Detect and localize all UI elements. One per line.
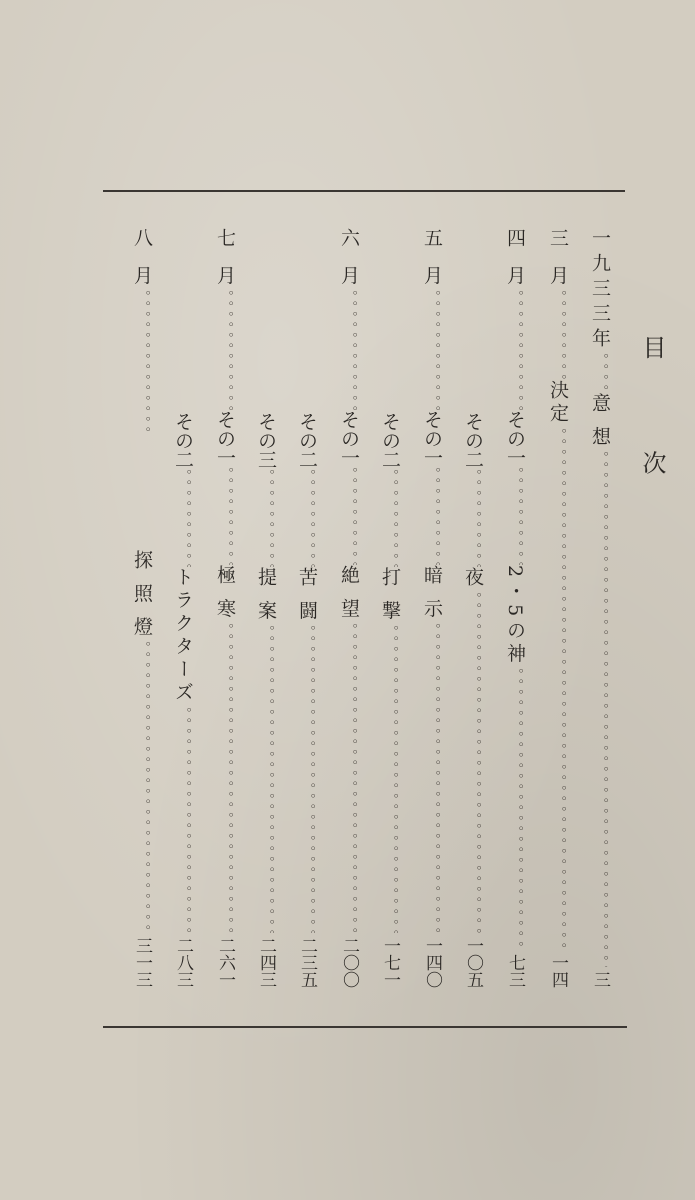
toc-page-number: 二八三 [173,937,193,988]
toc-month-label: 八 月 [131,228,153,291]
toc-leader-dots [375,469,405,567]
toc-part-label: その一 [421,410,443,468]
toc-leader-dots [500,290,530,410]
toc-chapter-title: トラクターズ [172,567,194,705]
toc-chapter-title: 決定 [547,380,569,427]
toc-leader-dots [417,290,447,410]
toc-entry [500,228,530,988]
toc-entry [210,228,240,988]
toc-entry [168,228,198,988]
page-title: 目 次 [638,335,666,517]
toc-part-label: その一 [214,410,236,468]
toc-month-label: 四 月 [504,228,526,291]
bottom-rule [103,1026,627,1028]
toc-page-number: 一四〇 [422,937,442,988]
toc-leader-dots [127,639,157,933]
toc-leader-dots [585,353,615,393]
toc-leader-dots [292,623,322,933]
toc-leader-dots [417,621,447,933]
toc-leader-dots [292,469,322,567]
toc-leader-dots [210,621,240,933]
toc-chapter-title: 探 照 燈 [131,550,153,640]
toc-leader-dots [500,467,530,565]
toc-month-label: 七 月 [214,228,236,291]
toc-part-label: その一 [338,410,360,468]
toc-leader-dots [500,666,530,950]
toc-chapter-title: 苦 闘 [296,567,318,624]
toc-part-label: その二 [296,412,318,469]
toc-leader-dots [334,621,364,933]
toc-page-number: 一四 [548,954,568,988]
toc-leader-dots [210,290,240,410]
toc-part-label: その二 [379,412,401,469]
toc-leader-dots [251,623,281,933]
toc-leader-dots [543,290,573,380]
toc-leader-dots [251,469,281,567]
toc-entry [251,228,281,988]
toc-month-label: 五 月 [421,228,443,291]
toc-chapter-title: 提 案 [255,567,277,624]
toc-page-number: 二六一 [215,937,235,988]
toc-entry [127,228,157,988]
toc-page-number: 一〇五 [463,937,483,988]
toc-month-label: 三 月 [547,228,569,291]
toc-page-number: 三一三 [132,937,152,988]
toc-leader-dots [334,290,364,410]
toc-month-label: 一九三三年 [589,228,611,353]
toc-leader-dots [168,469,198,567]
toc-entry [334,228,364,988]
toc-leader-dots [168,705,198,933]
toc-chapter-title: 2・5の神 [504,565,526,667]
toc-entry [417,228,447,988]
toc-leader-dots [458,590,488,933]
toc-leader-dots [417,467,447,565]
toc-entry [585,228,615,988]
toc-leader-dots [375,623,405,933]
toc-page-number: 七三 [505,954,525,988]
toc-leader-dots [458,469,488,567]
toc-entry [375,228,405,988]
toc-page-number: 二〇〇 [339,937,359,988]
toc-chapter-title: 意 想 [589,393,611,450]
toc-chapter-title: 打 撃 [379,567,401,624]
toc-leader-dots [334,467,364,565]
toc-entry [458,228,488,988]
toc-month-label: 六 月 [338,228,360,291]
toc-entry [292,228,322,988]
toc-part-label: その二 [462,412,484,469]
toc-leader-dots [127,290,157,550]
toc-leader-dots [210,467,240,565]
toc-page-number: 二三五 [297,937,317,988]
toc-part-label: その一 [504,410,526,468]
toc-part-label: その三 [255,412,277,469]
toc-chapter-title: 極 寒 [214,565,236,622]
toc-leader-dots [543,426,573,950]
toc-entry [543,228,573,988]
toc-leader-dots [585,449,615,967]
top-rule [103,190,625,192]
toc-page-number: 三 [590,971,610,988]
toc-chapter-title: 絶 望 [338,565,360,622]
toc-part-label: その二 [172,412,194,469]
toc-chapter-title: 夜 [462,567,484,590]
toc-chapter-title: 暗 示 [421,565,443,622]
toc-page-number: 一七一 [380,937,400,988]
toc-page-number: 二四三 [256,937,276,988]
